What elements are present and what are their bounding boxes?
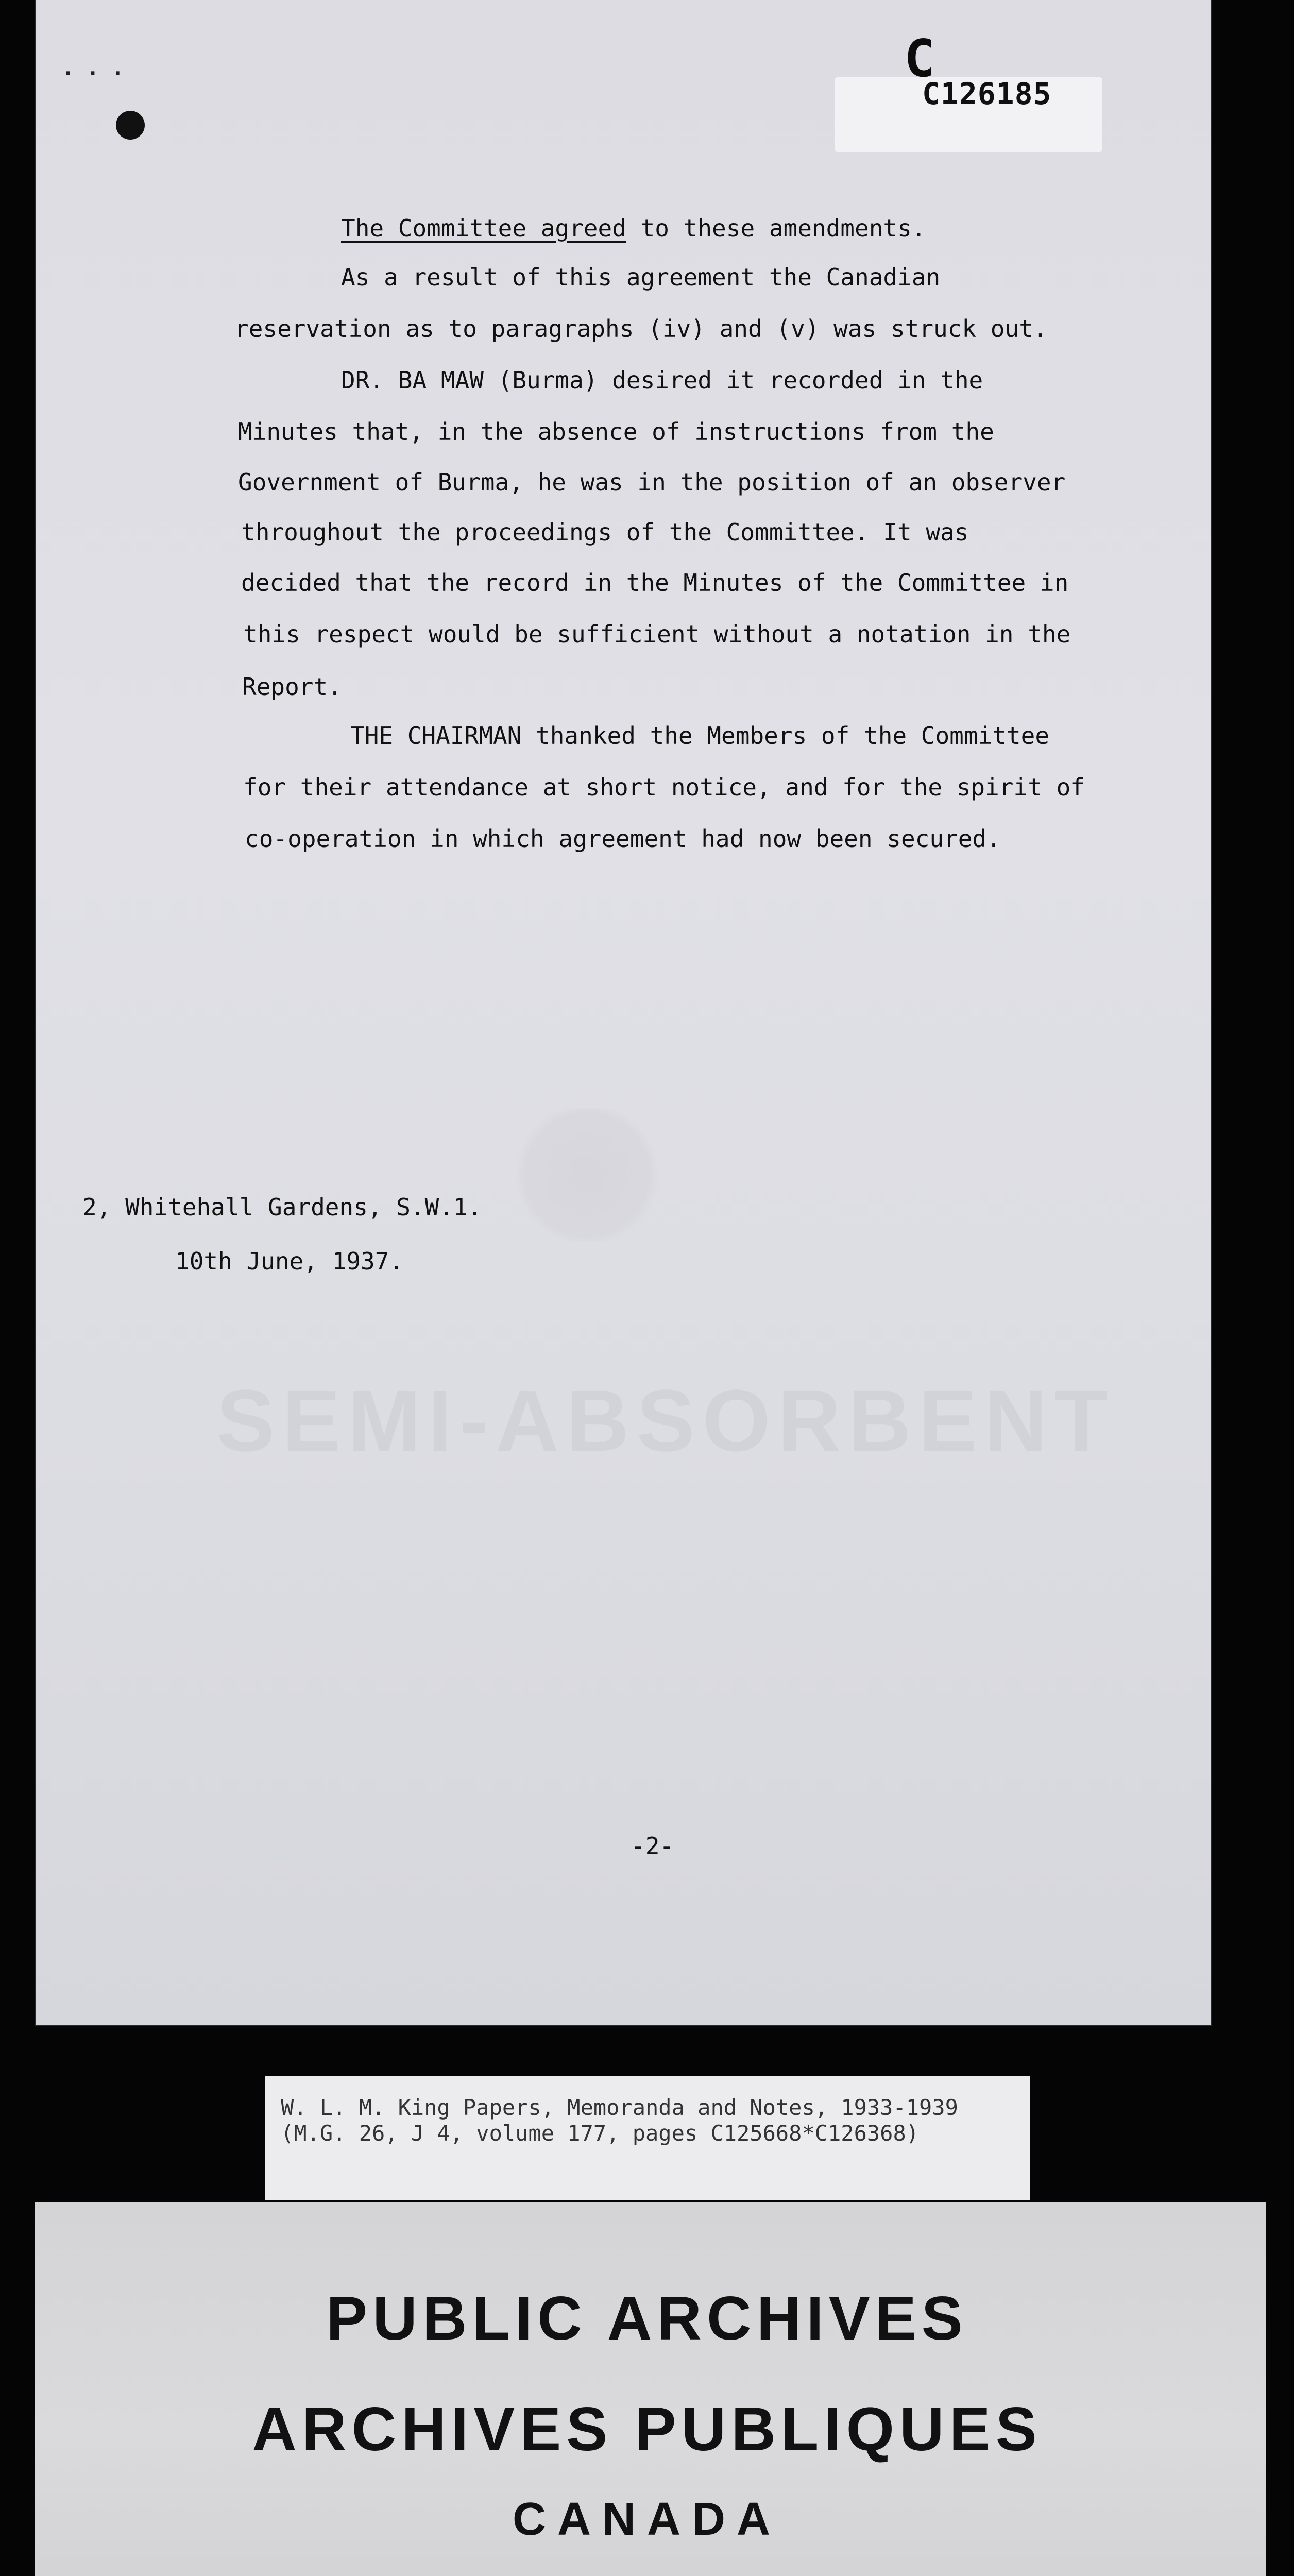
text-line: throughout the proceedings of the Committee. It was [241, 518, 969, 546]
text-line: reservation as to paragraphs (iv) and (v) was struck out. [234, 315, 1048, 343]
paragraph-1 [341, 216, 926, 240]
reference-number: C126185 [922, 76, 1052, 111]
document-page [36, 0, 1211, 2025]
text-line: this respect would be sufficient without a notation in the [243, 620, 1071, 648]
text-line: Report. [242, 673, 342, 701]
paragraph-1-rest: to these amendments. [626, 214, 926, 242]
reference-letter: C [904, 28, 935, 89]
page-number: -2- [631, 1832, 674, 1860]
archive-label-line-2: (M.G. 26, J 4, volume 177, pages C125668*C126368) [281, 2121, 920, 2146]
punch-hole [116, 111, 145, 140]
text-line: Minutes that, in the absence of instructions from the [238, 418, 994, 446]
text-line: THE CHAIRMAN thanked the Members of the Committee [350, 722, 1050, 750]
text-line: Government of Burma, he was in the position of an observer [238, 468, 1066, 496]
sender-address: 2, Whitehall Gardens, S.W.1. [82, 1193, 482, 1221]
text-line: decided that the record in the Minutes of the Committee in [241, 569, 1069, 597]
text-line: co-operation in which agreement had now been secured. [245, 825, 1001, 853]
text-line: DR. BA MAW (Burma) desired it recorded in the [341, 366, 983, 394]
committee-agreed-heading: The Committee agreed [341, 214, 626, 242]
punch-marks: · · · [62, 62, 124, 86]
banner-title-french: ARCHIVES PUBLIQUES [252, 2395, 1042, 2464]
crown-watermark [510, 1108, 665, 1242]
paper-watermark: SEMI-ABSORBENT [216, 1372, 1115, 1470]
text-line: As a result of this agreement the Canadian [341, 263, 941, 291]
archive-label-line-1: W. L. M. King Papers, Memoranda and Notes, 1933-1939 [281, 2095, 958, 2120]
document-date: 10th June, 1937. [175, 1247, 404, 1275]
banner-country: CANADA [513, 2494, 781, 2545]
banner-title-english: PUBLIC ARCHIVES [326, 2284, 968, 2353]
text-line: for their attendance at short notice, and for the spirit of [243, 773, 1085, 801]
